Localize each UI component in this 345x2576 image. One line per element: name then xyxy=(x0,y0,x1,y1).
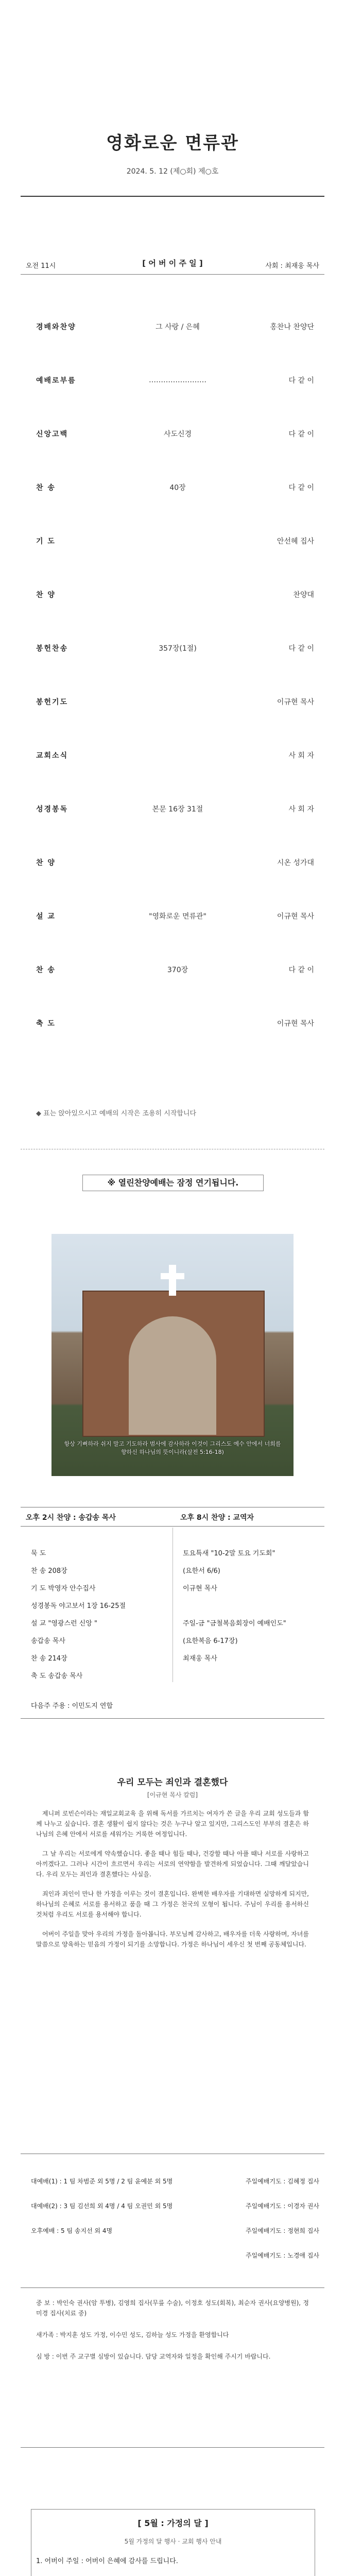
essay-paragraph: 제니퍼 로빈슨이라는 재일교회교육 을 위해 독서를 가르치는 여자가 쓴 글을 우리 교회 성도들과 함께 나누고 싶습니다. 결혼 생활이 쉽지 않다는 것은 누구나 알고 있지만, 그리스도인 부부의 결혼은 하나님의 은혜 안에서 서로를 세워가는 거룩한 여정입니다. xyxy=(36,1810,309,1838)
duty-row xyxy=(31,2251,319,2276)
photo-caption: 항상 기뻐하라 쉬지 말고 기도하라 범사에 감사하라 이것이 그리스도 예수 안에서 너희를 향하신 하나님의 뜻이니라(살전 5:16-18) xyxy=(64,1440,281,1455)
worship-row-leader: 다 같 이 xyxy=(288,484,314,492)
evening-service-item: 최재웅 목사 xyxy=(183,1655,217,1663)
duty-roster xyxy=(31,2177,319,2276)
afternoon-service-item: 성경봉독 야고보서 1장 16-25절 xyxy=(31,1602,126,1610)
evening-service-item: 주일-금 "금철복음회장이 예배인도" xyxy=(183,1620,286,1628)
duty-row xyxy=(31,2201,319,2226)
worship-row xyxy=(36,373,314,387)
worship-row-label: 설 교 xyxy=(36,912,56,921)
worship-row-label: 축 도 xyxy=(36,1020,56,1028)
prayer-item: 새가족 : 박지훈 성도 가정, 이수민 성도, 김하늘 성도 가정을 환영합니다 xyxy=(36,2331,229,2338)
duty-team: 대예배(2) : 3 팀 김선희 외 4명 / 4 팀 오권민 외 5명 xyxy=(31,2202,173,2210)
worship-row-label: 경배와찬양 xyxy=(36,323,76,331)
worship-row-leader: 사 회 자 xyxy=(288,805,314,814)
worship-row-leader: 다 같 이 xyxy=(288,430,314,438)
next-week-note: 다음주 주용 : 이민도지 연합 xyxy=(31,1702,113,1710)
evening-service-item xyxy=(183,1601,322,1618)
worship-row-label: 봉헌찬송 xyxy=(36,645,68,653)
worship-row xyxy=(36,962,314,977)
worship-row-label: 찬 송 xyxy=(36,966,56,974)
worship-row-label: 봉헌기도 xyxy=(36,698,68,706)
worship-row-label: 찬 양 xyxy=(36,591,56,599)
worship-row-label: 성경봉독 xyxy=(36,805,68,814)
worship-row xyxy=(36,802,314,816)
worship-row-label: 교회소식 xyxy=(36,752,68,760)
afternoon-service-head: 오후 2시 찬양 : 송갑송 목사 xyxy=(26,1514,116,1522)
afternoon-service-item: 축 도 송갑송 목사 xyxy=(31,1672,83,1680)
essay-body xyxy=(36,1808,309,1959)
worship-row-detail: 40장 xyxy=(169,484,186,492)
duty-row xyxy=(31,2177,319,2201)
worship-row-detail: 본문 16장 31절 xyxy=(152,805,203,814)
divider xyxy=(21,1718,324,1719)
afternoon-service-item: 찬 송 208장 xyxy=(31,1567,67,1575)
service-time: 오전 11시 xyxy=(26,262,56,270)
prayer-list xyxy=(36,2298,309,2373)
worship-row-leader: 다 같 이 xyxy=(288,377,314,385)
cross-bar-icon xyxy=(161,1273,184,1279)
worship-row-leader: 시온 성가대 xyxy=(277,859,314,867)
worship-row-leader: 사 회 자 xyxy=(288,752,314,760)
notice-banner: ※ 열린찬양예배는 잠정 연기됩니다. xyxy=(82,1175,264,1191)
duty-prayer: 주일예배기도 : 김혜정 집사 xyxy=(246,2178,319,2185)
bulletin-title: 영화로운 면류관 xyxy=(106,133,239,154)
divider xyxy=(21,2447,324,2448)
bulletin-subtitle: 2024. 5. 12 (제○회) 제○호 xyxy=(126,167,219,176)
worship-row xyxy=(36,534,314,548)
worship-row xyxy=(36,748,314,762)
prayer-item: 심 방 : 이번 주 교구별 심방이 있습니다. 담당 교역자와 일정을 확인해 주시기 바랍니다. xyxy=(36,2353,271,2360)
worship-row xyxy=(36,641,314,655)
worship-row-leader: 이규현 목사 xyxy=(277,698,314,706)
evening-service-item: 토요특새 "10-2말 토요 기도회" xyxy=(183,1550,275,1557)
worship-row xyxy=(36,1016,314,1030)
worship-row xyxy=(36,319,314,334)
worship-row xyxy=(36,480,314,495)
news-intro: 5월 가정의 달 행사 · 교회 행사 안내 xyxy=(124,2538,222,2545)
news-title: [ 5월 : 가정의 달 ] xyxy=(137,2518,209,2528)
service-host: 사회 : 최재웅 목사 xyxy=(265,262,319,270)
worship-row-leader: 다 같 이 xyxy=(288,645,314,653)
duty-team: 오후예배 : 5 팀 송지선 외 4명 xyxy=(31,2227,113,2234)
church-photo xyxy=(51,1234,294,1476)
divider xyxy=(21,274,324,275)
duty-team: 대예배(1) : 1 팀 차범준 외 5명 / 2 팀 윤예분 외 5명 xyxy=(31,2178,173,2185)
prayer-item: 중 보 : 박인숙 권사(암 투병), 김영희 집사(무릎 수술), 이정호 성도(회복), 최순자 권사(요양병원), 정미경 집사(치료 중) xyxy=(36,2299,309,2317)
worship-row-leader: 홍찬나 찬양단 xyxy=(270,323,314,331)
divider xyxy=(21,1526,324,1527)
worship-row-label: 찬 양 xyxy=(36,859,56,867)
worship-note: ◆ 표는 앉아있으시고 예배의 시작은 조용히 시작합니다 xyxy=(36,1110,197,1117)
worship-row-detail: 사도신경 xyxy=(163,430,192,438)
divider xyxy=(21,2287,324,2288)
worship-row-leader: 안선혜 집사 xyxy=(277,537,314,546)
evening-service-item: 이규현 목사 xyxy=(183,1585,217,1592)
cross-icon xyxy=(169,1265,176,1296)
essay-paragraph: 죄인과 죄인이 만나 한 가정을 이루는 것이 결혼입니다. 완벽한 배우자를 기대하면 실망하게 되지만, 하나님의 은혜로 서로를 용서하고 품을 때 그 가정은 천국의 모형이 됩니다. 주님이 우리를 용서하신 것처럼 우리도 서로를 용서해야 합니다. xyxy=(36,1890,309,1918)
afternoon-service-item: 송갑송 목사 xyxy=(31,1637,65,1645)
evening-service-order xyxy=(183,1548,322,1671)
duty-row xyxy=(31,2226,319,2251)
afternoon-service-item: 찬 송 214장 xyxy=(31,1655,67,1663)
service-title: [ 어 버 이 주 일 ] xyxy=(142,259,203,268)
duty-prayer: 주일예배기도 : 정현희 집사 xyxy=(246,2227,319,2234)
worship-row xyxy=(36,855,314,870)
worship-row-label: 예배로부름 xyxy=(36,377,76,385)
afternoon-service-order xyxy=(31,1548,170,1688)
afternoon-service-item: 묵 도 xyxy=(31,1550,46,1557)
essay-title: 우리 모두는 죄인과 결혼했다 xyxy=(117,1777,228,1788)
worship-row-detail: 370장 xyxy=(167,966,188,974)
worship-row xyxy=(36,587,314,602)
worship-row-label: 신앙고백 xyxy=(36,430,68,438)
worship-row-leader: 이규현 목사 xyxy=(277,912,314,921)
worship-row-detail: 그 사랑 / 은혜 xyxy=(156,323,200,331)
evening-service-item: (요한복음 6-17장) xyxy=(183,1637,238,1645)
worship-row-detail: 357장(1절) xyxy=(159,645,197,653)
afternoon-service-item: 설 교 "영광스런 신앙 " xyxy=(31,1620,97,1628)
duty-prayer: 주일예배기도 : 이경자 권사 xyxy=(246,2202,319,2210)
afternoon-service-item: 기 도 박영자 안수집사 xyxy=(31,1585,96,1592)
worship-row-leader: 이규현 목사 xyxy=(277,1020,314,1028)
worship-row xyxy=(36,427,314,441)
essay-paragraph: 어버이 주일을 맞아 우리의 가정을 돌아봅니다. 부모님께 감사하고, 배우자를 더욱 사랑하며, 자녀를 말씀으로 양육하는 믿음의 가정이 되기를 소망합니다. 가정은 하나님이 세우신 첫 번째 공동체입니다. xyxy=(36,1930,309,1948)
worship-row-leader: 찬양대 xyxy=(293,591,314,599)
evening-service-head: 오후 8시 찬양 : 교역자 xyxy=(180,1514,254,1522)
church-arch-image xyxy=(129,1316,216,1435)
worship-row xyxy=(36,694,314,709)
worship-row xyxy=(36,909,314,923)
worship-row-label: 기 도 xyxy=(36,537,56,546)
news-items xyxy=(36,2555,309,2576)
worship-row-label: 찬 송 xyxy=(36,484,56,492)
essay-author: [이규현 목사 칼럼] xyxy=(147,1791,198,1799)
worship-row-detail: "영화로운 면류관" xyxy=(149,912,206,921)
worship-row-leader: 다 같 이 xyxy=(288,966,314,974)
evening-service-item: (요한서 6/6) xyxy=(183,1567,220,1575)
news-item: 1. 어버이 주일 : 어버이 은혜에 감사를 드립니다. xyxy=(36,2557,178,2565)
divider xyxy=(21,196,324,197)
duty-prayer: 주일예배기도 : 노경애 집사 xyxy=(246,2252,319,2259)
worship-row-detail: …………………… xyxy=(149,376,206,384)
duty-team xyxy=(31,2251,216,2276)
essay-paragraph: 그 날 우리는 서로에게 약속했습니다. 좋을 때나 힘들 때나, 건강할 때나 아플 때나 서로를 사랑하고 아끼겠다고. 그러나 시간이 흐르면서 우리는 서로의 연약함을 발견하게 되었습니다. 그때 깨달았습니다. 우리 모두는 죄인과 결혼했다는 사실을. xyxy=(36,1850,309,1878)
